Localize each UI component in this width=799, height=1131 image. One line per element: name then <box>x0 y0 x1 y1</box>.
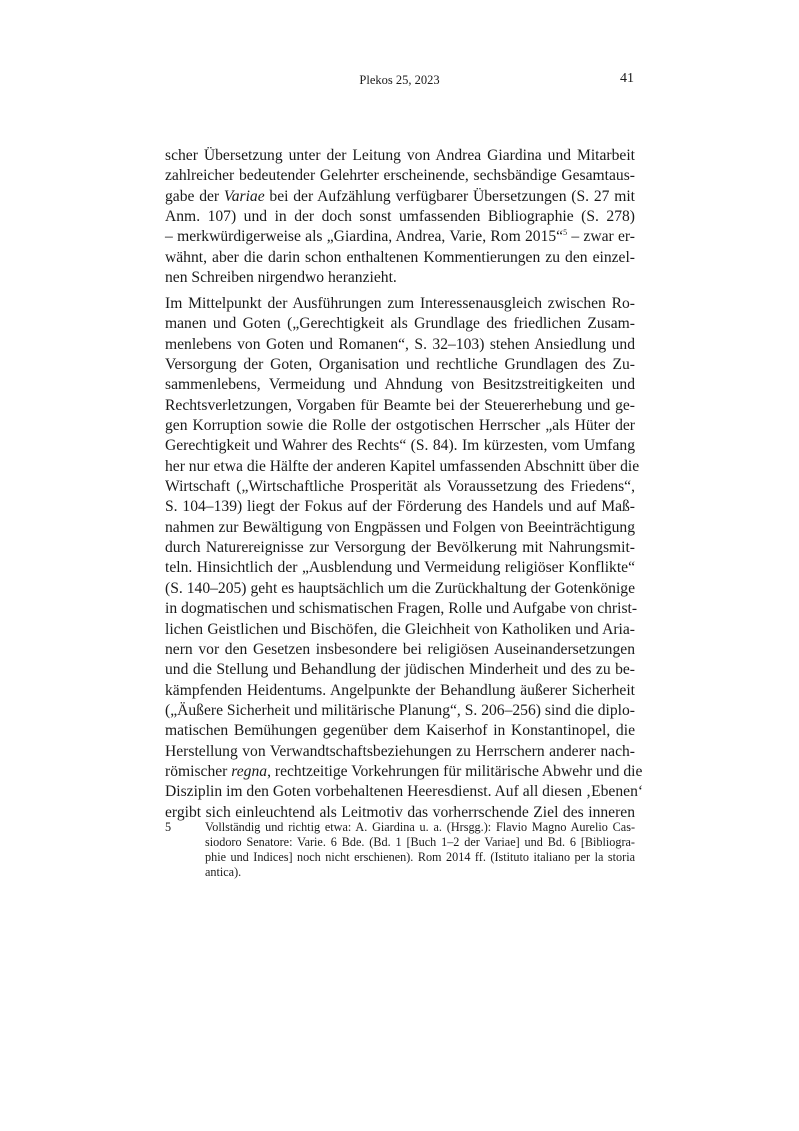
text-segment: teln. Hinsichtlich der „Ausblendung und Vermeidung religiöser Konflikte“ <box>165 559 635 577</box>
text-segment: siodoro Senatore: Varie. 6 Bde. (Bd. 1 [Buch 1–2 der Variae] und Bd. 6 [Bibliogra- <box>205 835 635 849</box>
text-line <box>165 538 635 558</box>
text-segment: antica). <box>205 865 242 879</box>
text-segment: phie und Indices] noch nicht erschienen). Rom 2014 ff. (Istituto italiano per la storia <box>205 850 635 864</box>
text-line <box>165 166 635 186</box>
text-line <box>165 335 635 355</box>
text-line <box>165 681 635 701</box>
text-line <box>165 314 635 334</box>
paragraph-1 <box>165 146 635 288</box>
text-segment: römischer <box>165 762 232 780</box>
text-segment: , rechtzeitige Vorkehrungen für militärische Abwehr und die <box>267 762 643 780</box>
text-line <box>205 865 635 880</box>
text-line <box>165 248 635 268</box>
text-segment: Vollständig und richtig etwa: A. Giardina u. a. (Hrsgg.): Flavio Magno Aurelio Cas- <box>205 820 635 834</box>
text-segment: nern vor den Gesetzen insbesondere bei religiösen Auseinandersetzungen <box>165 640 635 658</box>
text-segment: matischen Bemühungen gegenüber dem Kaiserhof in Konstantinopel, die <box>165 722 635 740</box>
text-segment: Im Mittelpunkt der Ausführungen zum Interessenausgleich zwischen Ro- <box>165 295 635 312</box>
text-line <box>165 620 635 640</box>
text-segment: Rechtsverletzungen, Vorgaben für Beamte bei der Steuererhebung und ge- <box>165 396 635 414</box>
text-segment: nahmen zur Bewältigung von Engpässen und Folgen von Beeinträchtigung <box>165 518 635 536</box>
text-segment: („Äußere Sicherheit und militärische Planung“, S. 206–256) sind die diplo- <box>165 701 635 719</box>
text-line <box>165 599 638 619</box>
text-line <box>165 146 635 166</box>
text-segment: scher Übersetzung unter der Leitung von Andrea Giardina und Mitarbeit <box>165 147 635 164</box>
text-line <box>165 497 635 517</box>
text-segment: ergibt sich einleuchtend als Leitmotiv das vorherrschende Ziel des inneren <box>165 803 635 821</box>
text-segment: – merkwürdigerweise als „Giardina, Andrea, Varie, Rom 2015“ <box>165 228 564 246</box>
footnote-reference[interactable]: 5 <box>563 228 568 238</box>
text-line <box>165 396 635 416</box>
text-line <box>165 742 635 762</box>
text-segment: Disziplin im den Goten vorbehaltenen Heeresdienst. Auf all diesen ‚Ebenen‘ <box>165 783 644 801</box>
text-line <box>165 416 635 436</box>
text-line <box>165 558 635 578</box>
text-segment: bei der Aufzählung verfügbarer Übersetzungen (S. 27 mit <box>264 187 635 205</box>
text-line <box>165 457 640 477</box>
text-segment: Herstellung von Verwandtschaftsbeziehungen zu Herrschern anderer nach- <box>165 742 635 760</box>
text-line <box>165 477 635 497</box>
text-line <box>165 701 635 721</box>
text-line <box>165 187 635 207</box>
text-line <box>165 436 635 456</box>
text-line <box>165 227 635 247</box>
text-line <box>205 850 635 865</box>
text-line <box>165 375 635 395</box>
page-number: 41 <box>620 71 634 86</box>
text-line <box>165 782 644 802</box>
text-segment: lichen Geistlichen und Bischöfen, die Gleichheit von Katholiken und Aria- <box>165 620 635 638</box>
text-segment: manen und Goten („Gerechtigkeit als Grundlage des friedlichen Zusam- <box>165 315 635 333</box>
text-segment: Gerechtigkeit und Wahrer des Rechts“ (S. 84). Im kürzesten, vom Umfang <box>165 437 635 455</box>
paragraph-2 <box>165 294 644 823</box>
text-line <box>165 660 635 680</box>
text-segment: in dogmatischen und schismatischen Fragen, Rolle und Aufgabe von christ- <box>165 600 638 618</box>
text-segment: (S. 140–205) geht es hauptsächlich um die Zurückhaltung der Gotenkönige <box>165 579 635 597</box>
text-segment: – zwar er- <box>567 228 635 246</box>
text-line <box>165 579 635 599</box>
text-segment: Versorgung der Goten, Organisation und rechtliche Grundlagen des Zu- <box>165 356 635 374</box>
text-segment: nen Schreiben nirgendwo heranzieht. <box>165 269 397 287</box>
text-segment: sammenlebens, Vermeidung und Ahndung von Besitzstreitigkeiten und <box>165 376 635 394</box>
text-segment: menlebens von Goten und Romanen“, S. 32–103) stehen Ansiedlung und <box>165 335 635 353</box>
italic-text: Variae <box>223 187 265 205</box>
text-line <box>165 721 635 741</box>
text-line <box>165 207 635 227</box>
text-segment: kämpfenden Heidentums. Angelpunkte der Behandlung äußerer Sicherheit <box>165 681 635 699</box>
text-line <box>165 355 635 375</box>
text-segment: zahlreicher bedeutender Gelehrter erscheinende, sechsbändige Gesamtaus- <box>165 167 635 185</box>
text-line <box>205 835 635 850</box>
text-segment: S. 104–139) liegt der Fokus auf der Förderung des Handels und auf Maß- <box>165 498 635 516</box>
text-line <box>165 762 643 782</box>
text-line <box>165 294 635 314</box>
journal-title: Plekos 25, 2023 <box>359 73 440 87</box>
footnote-text <box>205 820 635 880</box>
text-segment: und die Stellung und Behandlung der jüdischen Minderheit und des zu be- <box>165 661 635 679</box>
text-segment: gen Korruption sowie die Rolle der ostgotischen Herrscher „als Hüter der <box>165 417 635 435</box>
text-segment: Anm. 107) und in der doch sonst umfassenden Bibliographie (S. 278) <box>165 208 635 226</box>
italic-text: regna <box>231 762 268 780</box>
text-segment: wähnt, aber die darin schon enthaltenen Kommentierungen zu den einzel- <box>165 248 635 266</box>
text-segment: durch Naturereignisse zur Versorgung der Bevölkerung mit Nahrungsmit- <box>165 539 635 557</box>
text-line <box>165 518 635 538</box>
text-line <box>165 268 635 288</box>
text-segment: gabe der <box>165 187 224 205</box>
text-line <box>165 640 635 660</box>
text-segment: her nur etwa die Hälfte der anderen Kapitel umfassenden Abschnitt über die <box>165 457 640 475</box>
text-segment: Wirtschaft („Wirtschaftliche Prosperität als Voraussetzung des Friedens“, <box>165 478 635 496</box>
footnote-number: 5 <box>165 820 172 834</box>
text-line <box>205 820 635 835</box>
